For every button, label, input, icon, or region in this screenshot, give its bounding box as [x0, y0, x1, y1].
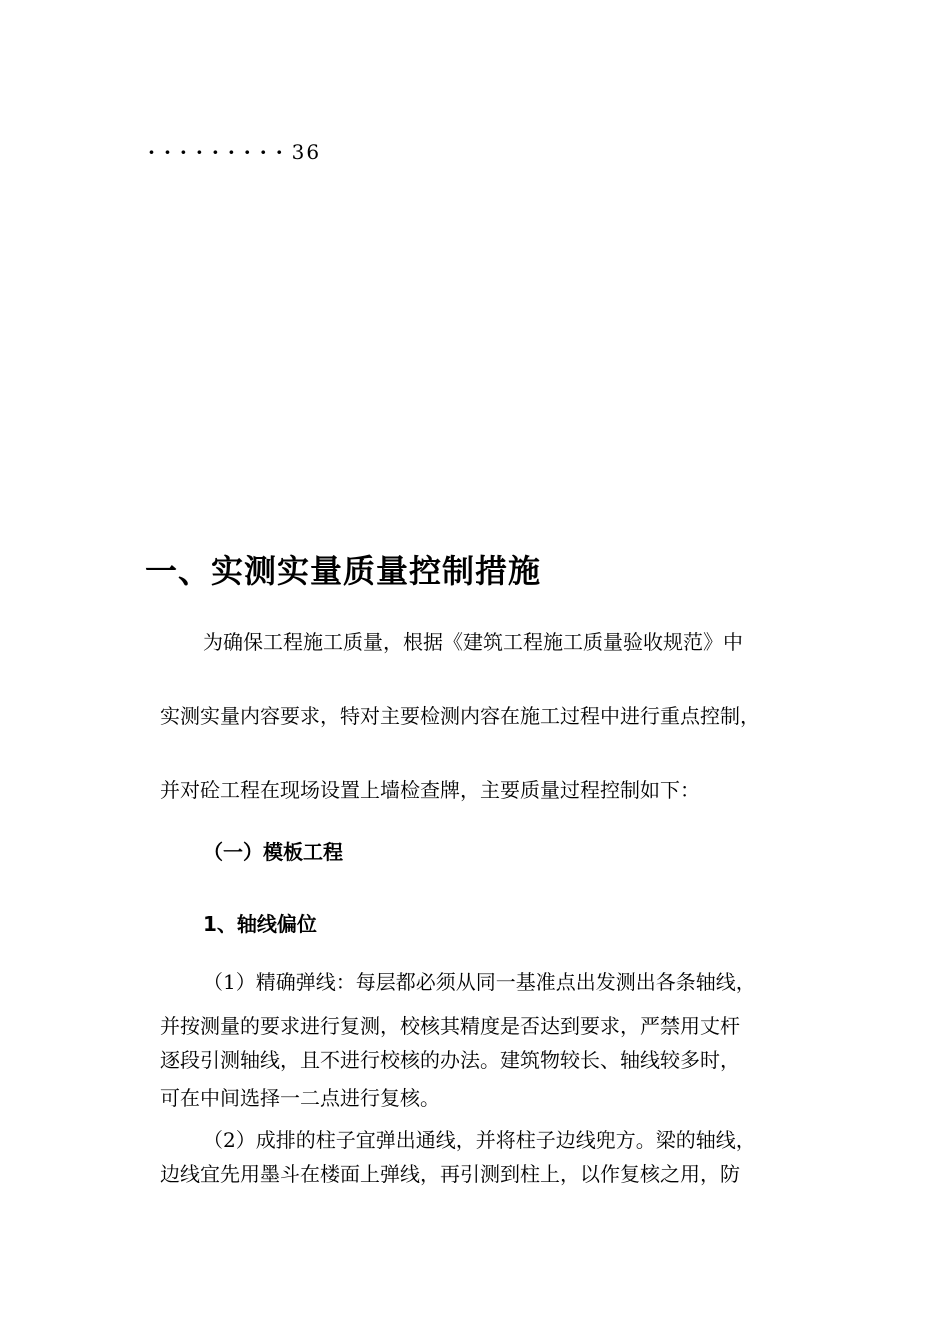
toc-dots: ········· [148, 140, 292, 164]
paragraph2-line-2: 边线宜先用墨斗在楼面上弹线，再引测到柱上，以作复核之用，防 [160, 1162, 740, 1186]
intro-line-2: 实测实量内容要求，特对主要检测内容在施工过程中进行重点控制， [160, 704, 760, 728]
paragraph1-line-3: 逐段引测轴线，且不进行校核的办法。建筑物较长、轴线较多时， [160, 1048, 740, 1072]
paragraph2-line-1: （2）成排的柱子宜弹出通线，并将柱子边线兜方。梁的轴线， [203, 1128, 756, 1152]
subsection-title: （一）模板工程 [203, 840, 343, 864]
toc-leader-line [148, 140, 321, 164]
intro-line-1: 为确保工程施工质量，根据《建筑工程施工质量验收规范》中 [203, 630, 743, 654]
paragraph1-line-2: 并按测量的要求进行复测，校核其精度是否达到要求，严禁用丈杆 [160, 1014, 740, 1038]
item-title: 1、轴线偏位 [203, 912, 317, 936]
toc-page-number: 36 [291, 140, 322, 164]
paragraph1-line-4: 可在中间选择一二点进行复核。 [160, 1086, 440, 1110]
section-title: 一、实测实量质量控制措施 [145, 552, 542, 590]
paragraph1-line-1: （1）精确弹线：每层都必须从同一基准点出发测出各条轴线， [203, 970, 756, 994]
intro-line-3: 并对砼工程在现场设置上墙检查牌，主要质量过程控制如下： [160, 778, 700, 802]
